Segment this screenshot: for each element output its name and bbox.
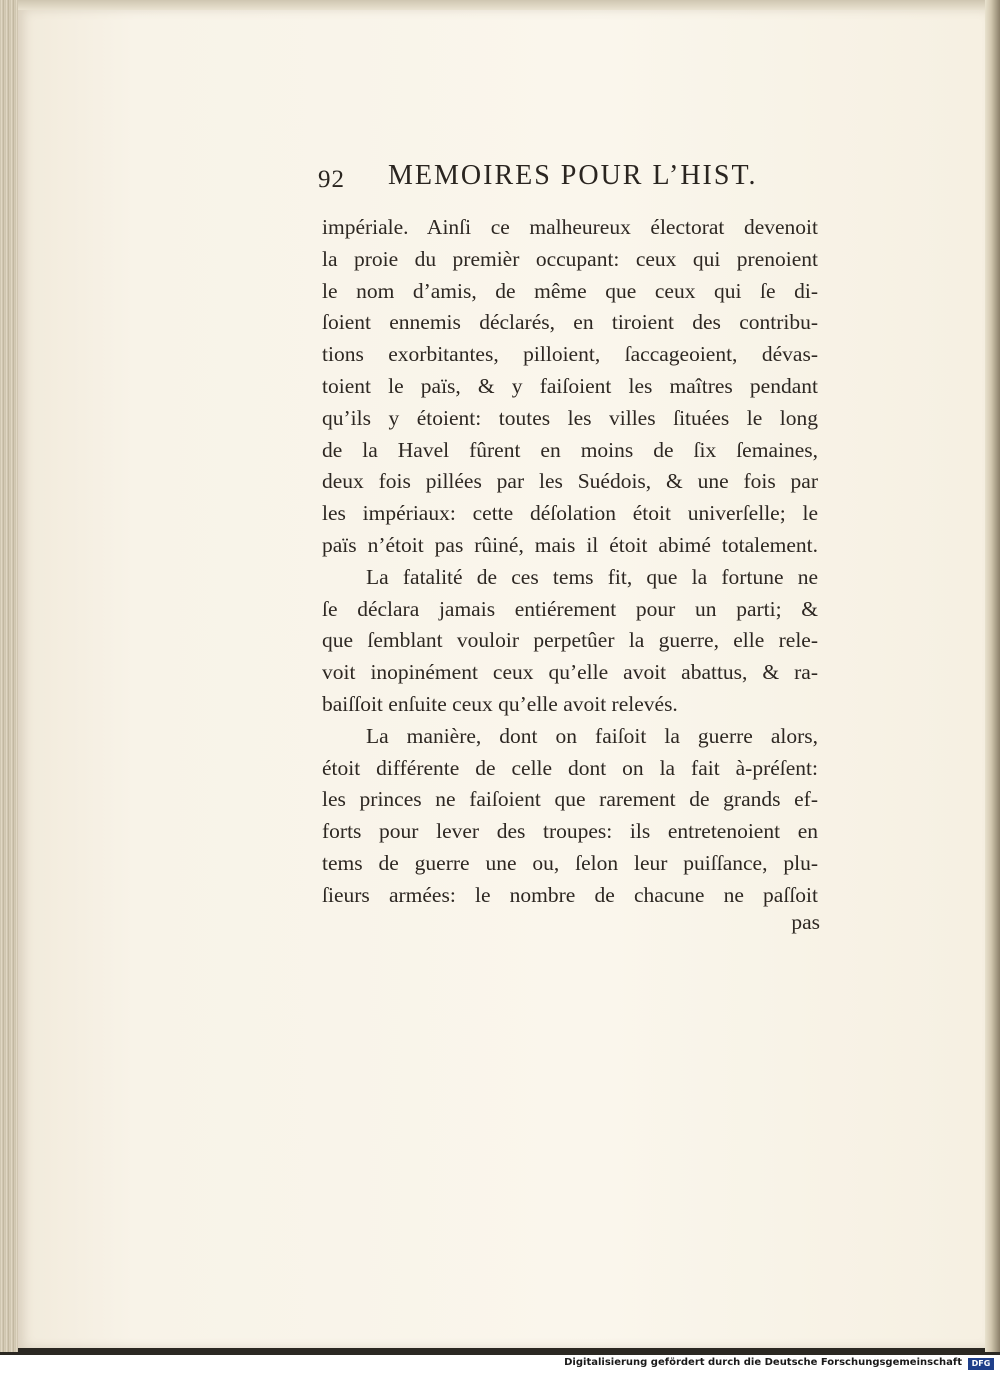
text-line: la proie du premièr occupant: ceux qui prenoient — [322, 246, 818, 271]
book-right-edge — [985, 0, 1000, 1352]
text-line: tions exorbitantes, pilloient, ſaccageoient, dévas- — [322, 342, 818, 367]
page-header — [318, 160, 758, 200]
text-line: de la Havel fûrent en moins de ſix ſemaines, — [322, 437, 818, 462]
text-line: ſoient ennemis déclarés, en tiroient des contribu- — [322, 310, 818, 335]
paragraph-2 — [322, 562, 818, 721]
text-line: les princes ne faiſoient que rarement de grands ef- — [322, 787, 818, 812]
text-line: étoit différente de celle dont on la fait à-préſent: — [322, 755, 818, 780]
dfg-logo: DFG — [968, 1358, 994, 1370]
text-line: voit inopinément ceux qu’elle avoit abattus, & ra- — [322, 660, 818, 685]
text-line: qu’ils y étoient: toutes les villes ſituées le long — [322, 405, 818, 430]
running-head: MEMOIRES POUR L’HIST. — [388, 160, 758, 191]
text-line: toient le païs, & y faiſoient les maîtres pendant — [322, 373, 818, 398]
text-line: les impériaux: cette déſolation étoit univerſelle; le — [322, 501, 818, 526]
page-number: 92 — [318, 166, 345, 193]
footer-credit: Digitalisierung gefördert durch die Deutsche Forschungsgemeinschaft — [564, 1357, 962, 1368]
text-line: forts pour lever des troupes: ils entretenoient en — [322, 819, 818, 844]
digitization-footer — [0, 1355, 1000, 1373]
text-line: ſe déclara jamais entiérement pour un parti; & — [322, 596, 818, 621]
text-line: La manière, dont on faiſoit la guerre alors, — [366, 723, 818, 748]
text-line: baiſſoit enſuite ceux qu’elle avoit relevés. — [322, 691, 678, 716]
text-line: impériale. Ainſi ce malheureux électorat devenoit — [322, 215, 818, 239]
text-line: deux fois pillées par les Suédois, & une fois par — [322, 469, 818, 494]
text-line: tems de guerre une ou, ſelon leur puiſſance, plu- — [322, 850, 818, 875]
catchword: pas — [791, 910, 820, 934]
book-page-edges — [0, 0, 18, 1352]
text-line: ſieurs armées: le nombre de chacune ne paſſoit — [322, 882, 818, 907]
text-line: que ſemblant vouloir perpetûer la guerre, elle rele- — [322, 628, 818, 653]
paragraph-3 — [322, 721, 818, 912]
body-text — [322, 212, 818, 912]
text-line: païs n’étoit pas rûiné, mais il étoit abimé totalement. — [322, 532, 818, 557]
paragraph-1 — [322, 212, 818, 562]
text-line: La fatalité de ces tems fit, que la fortune ne — [366, 564, 818, 589]
text-line: le nom d’amis, de même que ceux qui ſe di- — [322, 278, 818, 303]
